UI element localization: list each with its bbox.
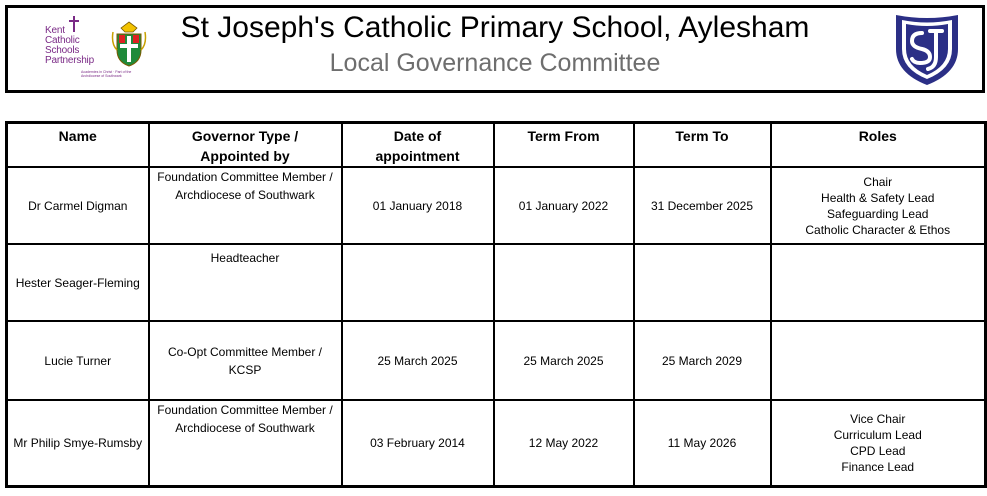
governor-type-line: Headteacher <box>210 251 280 265</box>
table-row <box>7 321 986 400</box>
table-row <box>7 167 986 244</box>
col-header-date-of-appointment <box>342 123 494 168</box>
cell-governor-type <box>149 321 342 400</box>
cell-governor-type <box>149 244 342 321</box>
governor-type-line: Foundation Committee Member / <box>157 403 333 417</box>
governance-table <box>5 121 987 488</box>
school-crest <box>892 11 962 87</box>
role-item: Curriculum Lead <box>833 427 922 442</box>
cell-term-to <box>634 244 771 321</box>
cell-name: Mr Philip Smye-Rumsby <box>7 400 149 486</box>
governor-type-line: Foundation Committee Member / <box>157 170 333 184</box>
school-shield-icon <box>892 11 962 87</box>
role-item: Finance Lead <box>841 459 915 474</box>
cell-term-from: 01 January 2022 <box>494 167 634 244</box>
col-header-name-line-1: Name <box>58 128 97 144</box>
table-header-row <box>7 123 986 168</box>
col-header-roles-line-1: Roles <box>858 128 897 144</box>
cell-term-to: 25 March 2029 <box>634 321 771 400</box>
cell-term-from <box>494 244 634 321</box>
col-header-roles <box>771 123 986 168</box>
table-row <box>7 244 986 321</box>
cell-roles <box>771 244 986 321</box>
role-item: CPD Lead <box>850 443 906 458</box>
role-item: Chair <box>863 174 893 189</box>
col-header-governor-type-line-1: Governor Type / <box>191 128 299 144</box>
header-banner <box>5 5 985 93</box>
role-item: Safeguarding Lead <box>827 206 929 221</box>
col-header-governor-type <box>149 123 342 168</box>
cell-name: Dr Carmel Digman <box>7 167 149 244</box>
cell-roles <box>771 321 986 400</box>
cell-date-of-appointment: 25 March 2025 <box>342 321 494 400</box>
col-header-date-line-2: appointment <box>375 148 460 164</box>
col-header-date-line-1: Date of <box>393 128 442 144</box>
cell-governor-type <box>149 400 342 486</box>
role-item: Catholic Character & Ethos <box>805 222 951 237</box>
kcsp-line-3: Schools <box>45 45 80 56</box>
cell-name: Hester Seager-Fleming <box>7 244 149 321</box>
cell-roles <box>771 167 986 244</box>
col-header-term-to <box>634 123 771 168</box>
col-header-term-from-line-1: Term From <box>527 128 600 144</box>
col-header-term-to-line-1: Term To <box>675 128 729 144</box>
role-item: Health & Safety Lead <box>821 190 935 205</box>
cell-name: Lucie Turner <box>7 321 149 400</box>
cell-roles <box>771 400 986 486</box>
governor-type-line: Archdiocese of Southwark <box>175 188 315 202</box>
kcsp-line-2: Catholic <box>45 35 80 46</box>
kcsp-tagline: Academies in Christ · Part of the Archdiocese of Southwark <box>81 70 132 78</box>
page-subtitle: Local Governance Committee <box>329 49 661 77</box>
kcsp-line-1: Kent <box>45 25 65 36</box>
cell-term-to: 11 May 2026 <box>634 400 771 486</box>
page-title: St Joseph's Catholic Primary School, Aylesham <box>180 11 810 44</box>
cell-date-of-appointment <box>342 244 494 321</box>
col-header-governor-type-line-2: Appointed by <box>200 148 290 164</box>
cell-governor-type <box>149 167 342 244</box>
cell-term-from: 25 March 2025 <box>494 321 634 400</box>
governor-type-line: KCSP <box>228 362 262 377</box>
cell-term-from: 12 May 2022 <box>494 400 634 486</box>
col-header-name <box>7 123 149 168</box>
governor-type-line: Archdiocese of Southwark <box>175 421 315 435</box>
cell-term-to: 31 December 2025 <box>634 167 771 244</box>
table-row <box>7 400 986 486</box>
cell-date-of-appointment: 03 February 2014 <box>342 400 494 486</box>
role-item: Vice Chair <box>850 411 906 426</box>
col-header-term-from <box>494 123 634 168</box>
governor-type-line: Co-Opt Committee Member / <box>167 344 323 359</box>
kcsp-line-4: Partnership <box>45 55 94 66</box>
cell-date-of-appointment: 01 January 2018 <box>342 167 494 244</box>
